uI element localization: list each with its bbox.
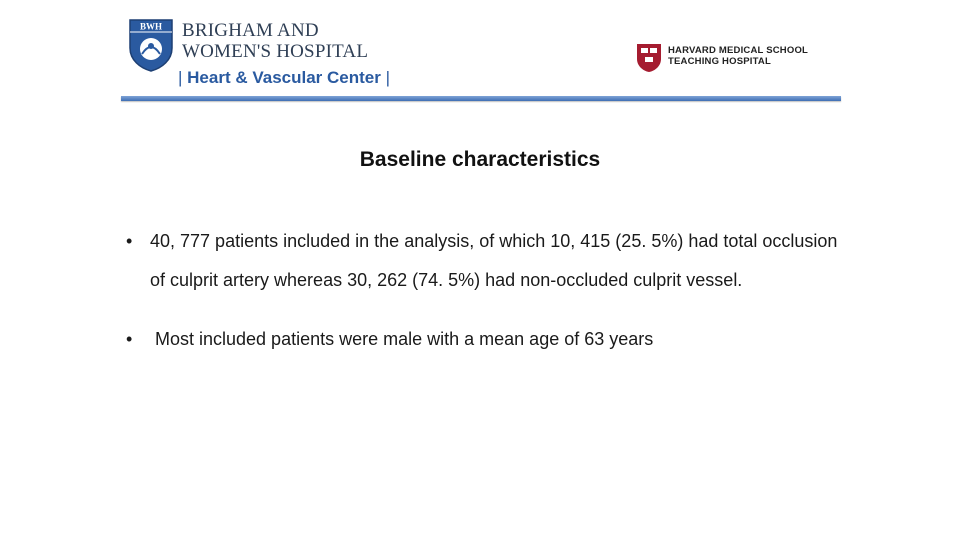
harvard-line2: TEACHING HOSPITAL xyxy=(668,56,771,67)
bwh-hospital-name xyxy=(182,20,368,62)
harvard-shield-icon xyxy=(636,43,662,73)
bullet-item-2 xyxy=(126,320,846,359)
bullet-dot: • xyxy=(126,231,133,251)
divider-bar-right: | xyxy=(385,68,391,87)
slide-title: Baseline characteristics xyxy=(359,148,601,171)
center-name xyxy=(178,68,390,88)
bullet-item-1 xyxy=(126,222,846,300)
bullet-text-1: 40, 777 patients included in the analysis, of which 10, 415 (25. 5%) had total occlusion of culprit artery whereas 30, 262 (74. 5%) had non-occluded culprit vessel. xyxy=(150,231,838,290)
bullet-dot: • xyxy=(126,329,133,349)
harvard-affiliation xyxy=(668,45,808,67)
bullet-list xyxy=(126,222,846,359)
bwh-name-line2: WOMEN'S HOSPITAL xyxy=(182,41,369,62)
bullet-text-2: Most included patients were male with a mean age of 63 years xyxy=(155,329,654,349)
slide-header xyxy=(0,0,960,110)
divider-bar-left: | xyxy=(178,68,183,87)
center-name-text: Heart & Vascular Center xyxy=(187,68,381,87)
bwh-name-line1: BRIGHAM AND xyxy=(182,20,319,41)
bwh-logo-text: BWH xyxy=(139,21,163,32)
header-divider-rule xyxy=(121,96,841,101)
harvard-line1: HARVARD MEDICAL SCHOOL xyxy=(668,45,809,56)
bwh-shield-logo-icon xyxy=(128,18,174,72)
